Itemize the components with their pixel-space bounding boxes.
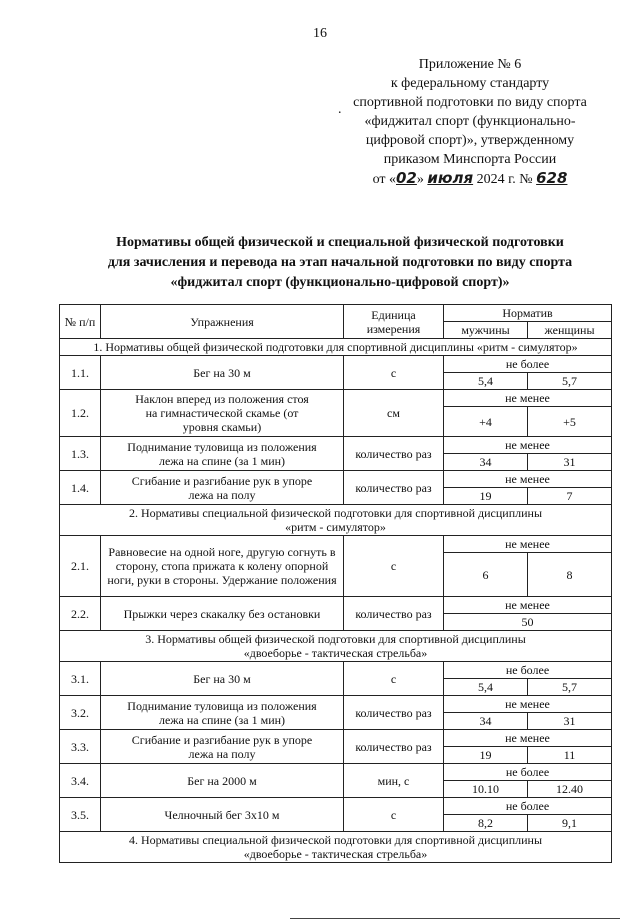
date-prefix: от « [372, 172, 396, 187]
table-row [60, 356, 612, 373]
row-men: 8,2 [444, 815, 528, 832]
row-men: 34 [444, 713, 528, 730]
row-condition: не более [444, 798, 612, 815]
page-number: 16 [313, 26, 327, 41]
row-women: 7 [528, 488, 612, 505]
row-men: 5,4 [444, 373, 528, 390]
row-exercise: Сгибание и разгибание рук в упоре лежа на полу [101, 471, 344, 505]
row-num: 1.2. [60, 390, 101, 437]
row-num: 1.3. [60, 437, 101, 471]
table-row [60, 696, 612, 713]
date-year: 2024 г. № [476, 172, 533, 187]
row-unit: с [344, 798, 444, 832]
row-unit: количество раз [344, 437, 444, 471]
row-num: 2.1. [60, 536, 101, 597]
header-unit: Единица измерения [344, 305, 444, 339]
section-row [60, 505, 612, 536]
row-both: 50 [444, 614, 612, 631]
row-num: 3.2. [60, 696, 101, 730]
row-condition: не менее [444, 730, 612, 747]
row-men: 19 [444, 488, 528, 505]
row-condition: не более [444, 764, 612, 781]
row-women: 8 [528, 553, 612, 597]
row-women: 5,7 [528, 373, 612, 390]
row-women: 9,1 [528, 815, 612, 832]
row-num: 3.1. [60, 662, 101, 696]
table-row [60, 662, 612, 679]
row-exercise: Бег на 2000 м [101, 764, 344, 798]
row-women: +5 [528, 407, 612, 437]
row-condition: не более [444, 662, 612, 679]
row-unit: с [344, 536, 444, 597]
row-unit: мин, с [344, 764, 444, 798]
row-condition: не менее [444, 597, 612, 614]
row-men: 19 [444, 747, 528, 764]
table-row [60, 798, 612, 815]
date-day-handwritten: 02 [396, 169, 417, 187]
row-unit: количество раз [344, 471, 444, 505]
title-line-2: для зачисления и перевода на этап начальной подготовки по виду спорта [107, 255, 573, 270]
row-unit: с [344, 356, 444, 390]
margin-dot: . [338, 102, 342, 117]
table-row [60, 764, 612, 781]
header-women: женщины [528, 322, 612, 339]
header-men: мужчины [444, 322, 528, 339]
row-condition: не менее [444, 390, 612, 407]
title-line-1: Нормативы общей физической и специальной физической подготовки [116, 235, 564, 250]
row-num: 1.4. [60, 471, 101, 505]
row-women: 12.40 [528, 781, 612, 798]
row-exercise: Равновесие на одной ноге, другую согнуть в сторону, стопа прижата к колену опорной ноги, руки в стороны. Удержание положения [101, 536, 344, 597]
row-exercise: Бег на 30 м [101, 356, 344, 390]
section-row [60, 339, 612, 356]
section-title: 1. Нормативы общей физической подготовки для спортивной дисциплины «ритм - симулятор» [60, 339, 612, 356]
row-women: 31 [528, 713, 612, 730]
row-unit: количество раз [344, 730, 444, 764]
row-women: 31 [528, 454, 612, 471]
norms-table [59, 304, 612, 863]
row-men: 6 [444, 553, 528, 597]
row-num: 2.2. [60, 597, 101, 631]
row-unit: с [344, 662, 444, 696]
section-row [60, 631, 612, 662]
row-num: 3.5. [60, 798, 101, 832]
table-row [60, 597, 612, 614]
bottom-border-line [290, 918, 620, 919]
order-number-handwritten: 628 [536, 169, 568, 187]
header-num: № п/п [60, 305, 101, 339]
appendix-line-3: спортивной подготовки по виду спорта [353, 95, 587, 110]
header-norm: Норматив [444, 305, 612, 322]
table-row [60, 471, 612, 488]
appendix-block [330, 55, 610, 189]
date-mid: » [416, 172, 424, 187]
row-condition: не менее [444, 536, 612, 553]
row-women: 11 [528, 747, 612, 764]
row-num: 1.1. [60, 356, 101, 390]
row-unit: см [344, 390, 444, 437]
row-num: 3.3. [60, 730, 101, 764]
row-condition: не менее [444, 696, 612, 713]
row-men: 10.10 [444, 781, 528, 798]
header-row [60, 305, 612, 322]
row-exercise: Бег на 30 м [101, 662, 344, 696]
row-exercise: Сгибание и разгибание рук в упоре лежа на полу [101, 730, 344, 764]
table-row [60, 536, 612, 553]
row-exercise: Поднимание туловища из положения лежа на спине (за 1 мин) [101, 696, 344, 730]
appendix-line-2: к федеральному стандарту [390, 76, 550, 91]
row-num: 3.4. [60, 764, 101, 798]
row-exercise: Прыжки через скакалку без остановки [101, 597, 344, 631]
row-condition: не более [444, 356, 612, 373]
title-line-3: «фиджитал спорт (функционально-цифровой спорт)» [170, 275, 510, 290]
row-men: 34 [444, 454, 528, 471]
row-exercise: Поднимание туловища из положения лежа на спине (за 1 мин) [101, 437, 344, 471]
appendix-line-5: цифровой спорт)», утвержденному [365, 133, 575, 148]
row-women: 5,7 [528, 679, 612, 696]
appendix-line-6: приказом Минспорта России [383, 152, 557, 167]
table-row [60, 390, 612, 407]
row-men: +4 [444, 407, 528, 437]
appendix-line-1: Приложение № 6 [418, 57, 522, 72]
row-condition: не менее [444, 437, 612, 454]
date-month-handwritten: июля [427, 169, 474, 187]
table-row [60, 730, 612, 747]
row-unit: количество раз [344, 597, 444, 631]
row-condition: не менее [444, 471, 612, 488]
appendix-line-4: «фиджитал спорт (функционально- [364, 114, 576, 129]
document-title [60, 233, 620, 293]
header-exercise: Упражнения [101, 305, 344, 339]
section-title: 2. Нормативы специальной физической подготовки для спортивной дисциплины «ритм - симулятор» [60, 505, 612, 536]
section-row [60, 832, 612, 863]
section-title: 3. Нормативы общей физической подготовки для спортивной дисциплины «двоеборье - тактическая стрельба» [60, 631, 612, 662]
appendix-date-line [330, 169, 610, 189]
row-exercise: Челночный бег 3x10 м [101, 798, 344, 832]
row-exercise: Наклон вперед из положения стоя на гимнастической скамье (от уровня скамьи) [101, 390, 344, 437]
row-unit: количество раз [344, 696, 444, 730]
table-row [60, 437, 612, 454]
section-title: 4. Нормативы специальной физической подготовки для спортивной дисциплины «двоеборье - тактическая стрельба» [60, 832, 612, 863]
row-men: 5,4 [444, 679, 528, 696]
